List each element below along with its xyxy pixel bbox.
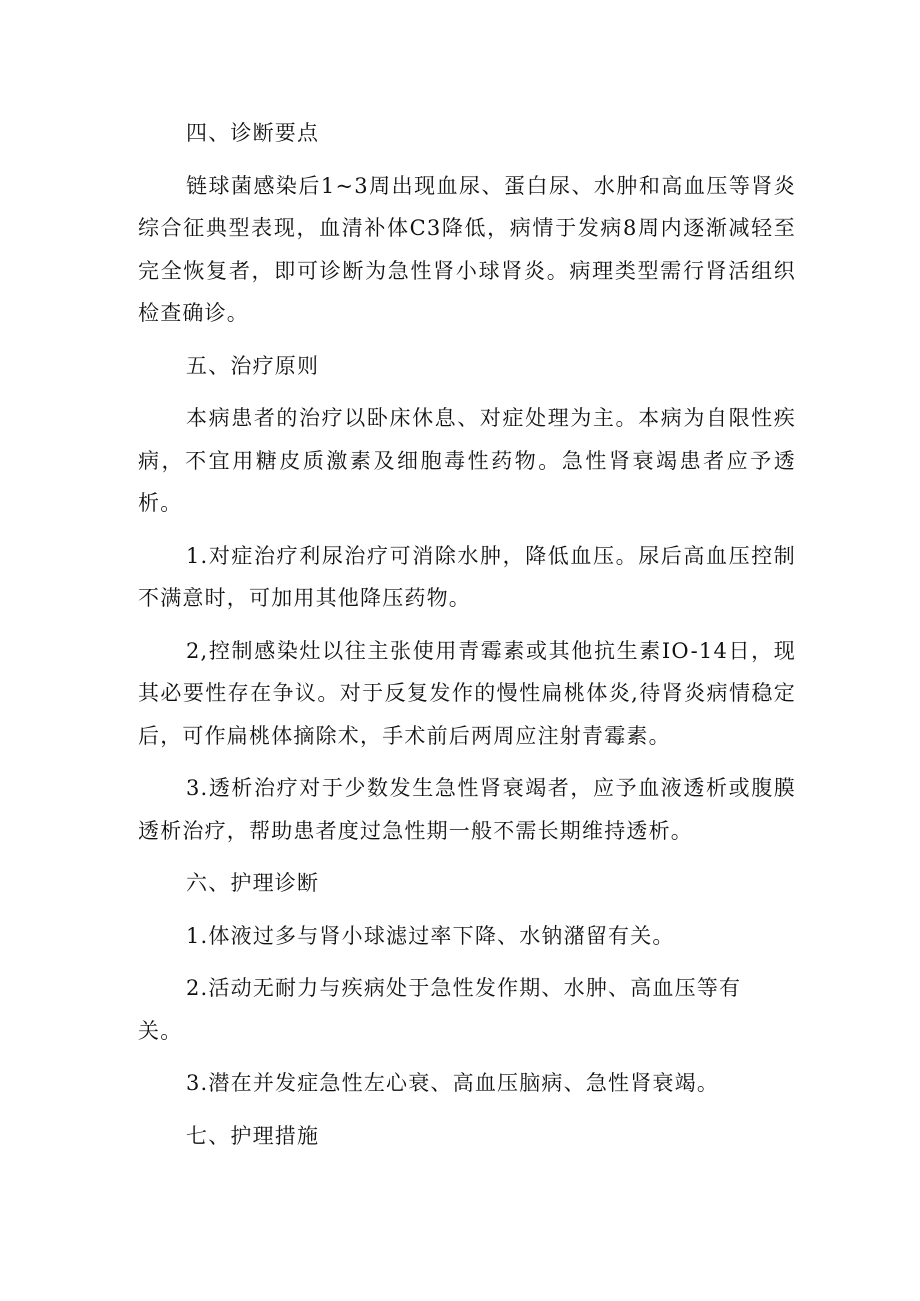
paragraph-treatment-3: 3.透析治疗对于少数发生急性肾衰竭者，应予血液透析或腹膜透析治疗，帮助患者度过急性期一般不需长期维持透析。 bbox=[138, 776, 796, 843]
paragraph-nursing-diagnosis-3: 3.潜在并发症急性左心衰、高血压脑病、急性肾衰竭。 bbox=[186, 1071, 720, 1095]
paragraph-treatment-1: 1.对症治疗利尿治疗可消除水肿，降低血压。尿后高血压控制不满意时，可加用其他降压药物。 bbox=[138, 543, 796, 610]
section-heading-nursing-measures: 七、护理措施 bbox=[186, 1123, 320, 1148]
paragraph-nursing-diagnosis-2: 2.活动无耐力与疾病处于急性发作期、水肿、高血压等有关。 bbox=[138, 976, 742, 1043]
paragraph-treatment-2: 2,控制感染灶以往主张使用青霉素或其他抗生素IO-14日，现其必要性存在争议。对于反复发作的慢性扁桃体炎,待肾炎病情稳定后，可作扁桃体摘除术，手术前后两周应注射青霉素。 bbox=[138, 638, 796, 748]
section-heading-treatment: 五、治疗原则 bbox=[186, 353, 320, 378]
document-body bbox=[138, 112, 796, 1167]
section-heading-nursing-diagnosis: 六、护理诊断 bbox=[186, 871, 320, 895]
paragraph-diagnosis: 链球菌感染后1~3周出现血尿、蛋白尿、水肿和高血压等肾炎综合征典型表现，血清补体C3降低，病情于发病8周内逐渐减轻至完全恢复者，即可诊断为急性肾小球肾炎。病理类型需行肾活组织检查确诊。 bbox=[138, 173, 796, 325]
paragraph-nursing-diagnosis-1: 1.体液过多与肾小球滤过率下降、水钠潴留有关。 bbox=[186, 923, 675, 948]
section-heading-diagnosis: 四、诊断要点 bbox=[186, 121, 320, 145]
paragraph-treatment-intro: 本病患者的治疗以卧床休息、对症处理为主。本病为自限性疾病，不宜用糖皮质激素及细胞毒性药物。急性肾衰竭患者应予透析。 bbox=[138, 406, 796, 515]
